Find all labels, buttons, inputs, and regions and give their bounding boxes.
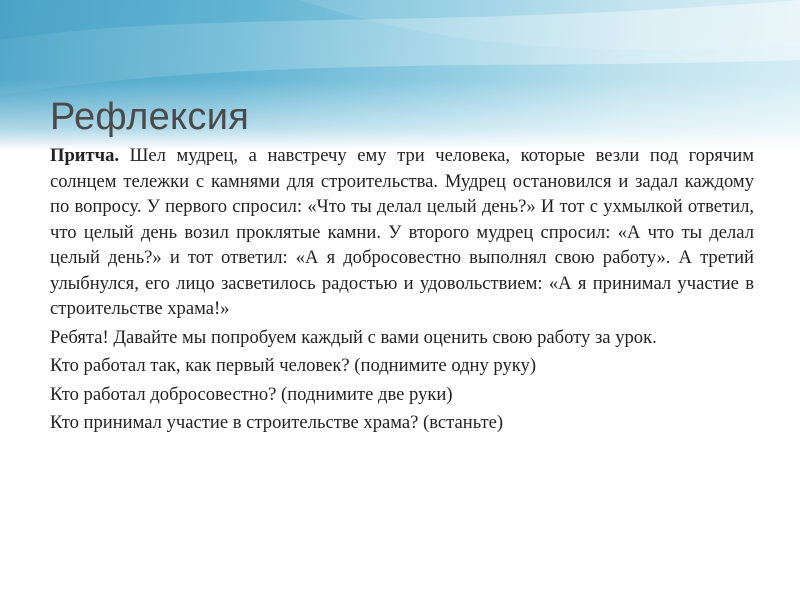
question-temple: Кто принимал участие в строительстве храма? (встаньте) — [50, 412, 504, 433]
appeal-paragraph: Ребята! Давайте мы попробуем каждый с вами оценить свою работу за урок. — [50, 326, 657, 348]
question-conscientious: Кто работал добросовестно? (поднимите две руки) — [50, 383, 453, 405]
slide-body — [50, 143, 754, 439]
parable-lead: Притча. — [50, 145, 120, 166]
question-first-person: Кто работал так, как первый человек? (поднимите одну руку) — [50, 355, 537, 376]
parable-paragraph — [50, 143, 754, 322]
slide-title: Рефлексия — [50, 96, 250, 138]
parable-text: Шел мудрец, а навстречу ему три человека, которые везли под горячим солнцем тележки с камнями для строительства. Мудрец остановился и задал каждому по вопросу. У первого спросил: «Что ты делал целый день?» И тот с ухмылкой ответил, что целый день возил проклятые камни. У второго мудрец спросил: «А что ты делал целый день?» и тот ответил: «А я добросовестно выполнял свою работу». А третий улыбнулся, его лицо засветилось радостью и удовольствием: «А я принимал участие в строительстве храма!» — [50, 145, 754, 319]
